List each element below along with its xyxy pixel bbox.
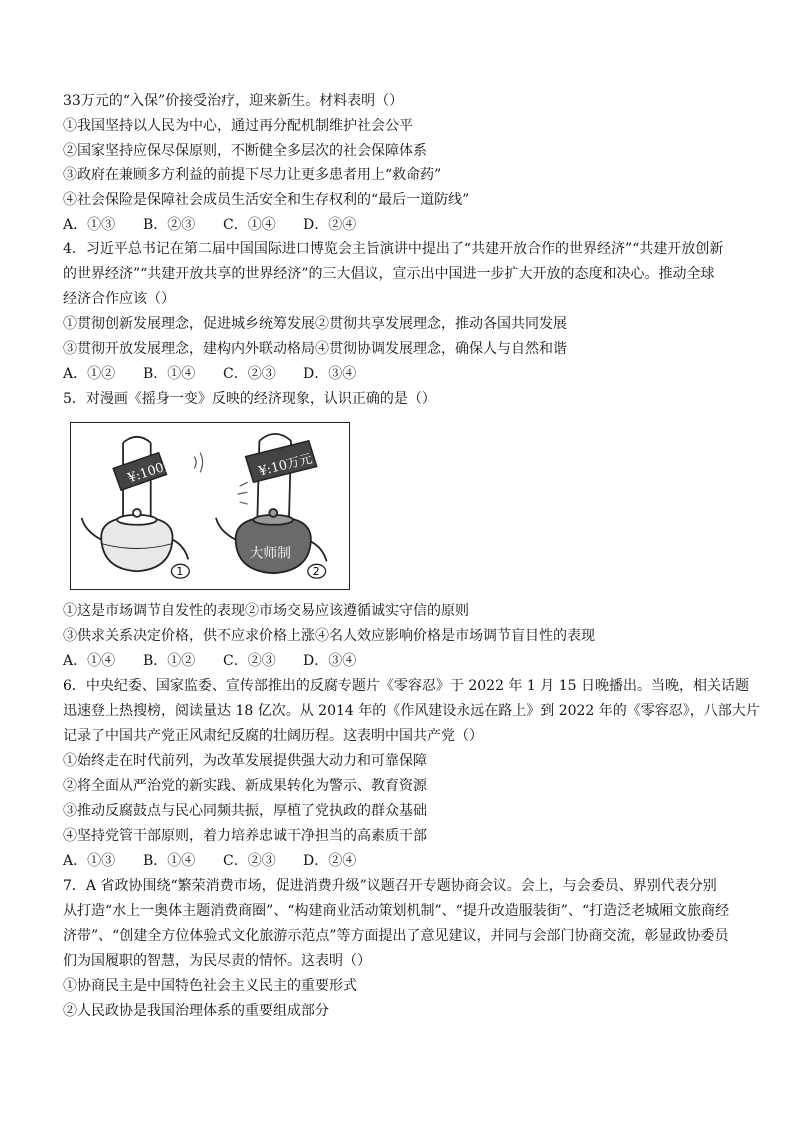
q5-option-d: D．③④: [303, 653, 357, 669]
q7-stem-line-1: 7．A 省政协围绕“繁荣消费市场，促进消费升级”议题召开专题协商会议。会上，与会委员、界别代表分别: [63, 878, 717, 894]
q3-options: [63, 216, 356, 234]
q4-option-c: C．②③: [223, 366, 276, 382]
q5-option-b: B．①②: [143, 653, 196, 669]
num-left-text: 1: [176, 565, 184, 579]
q3-item-1: ①我国坚持以人民为中心，通过再分配机制维护社会公平: [63, 118, 413, 134]
q4-item-2: ③贯彻开放发展理念，建构内外联动格局④贯彻协调发展理念，确保人与自然和谐: [63, 341, 567, 357]
q5-item-2: ③供求关系决定价格，供不应求价格上涨④名人效应影响价格是市场调节盲目性的表现: [63, 628, 595, 644]
q4-item-1: ①贯彻创新发展理念，促进城乡统筹发展②贯彻共享发展理念，推动各国共同发展: [63, 316, 567, 332]
q6-stem-line-1: 6．中央纪委、国家监委、宣传部推出的反腐专题片《零容忍》于 2022 年 1 月 15 日晚播出。当晚，相关话题: [63, 678, 749, 694]
q3-item-2: ②国家坚持应保尽保原则，不断健全多层次的社会保障体系: [63, 143, 427, 159]
q6-stem-line-2: 迅速登上热搜榜，阅读量达 18 亿次。从 2014 年的《作风建设永远在路上》到 2022 年的《零容忍》，八部大片: [63, 703, 760, 719]
q5-item-1: ①这是市场调节自发性的表现②市场交易应该遵循诚实守信的原则: [63, 603, 469, 619]
q4-stem-line-3: 经济合作应该（）: [63, 291, 175, 307]
q4-option-b: B．①④: [143, 366, 196, 382]
num-right-text: 2: [312, 565, 320, 579]
q5-stem: 5．对漫画《摇身一变》反映的经济现象，认识正确的是（）: [63, 391, 436, 407]
q4-stem-line-2: 的世界经济”“共建开放共享的世界经济”的三大倡议，宣示出中国进一步扩大开放的态度和决心。推动全球: [63, 266, 715, 282]
q6-item-1: ①始终走在时代前列，为改革发展提供强大动力和可靠保障: [63, 753, 427, 769]
q6-option-d: D．②④: [303, 853, 357, 869]
q7-item-2: ②人民政协是我国治理体系的重要组成部分: [63, 1003, 329, 1019]
q7-stem-line-3: 济带”、“创建全方位体验式文化旅游示范点”等方面提出了意见建议，并同与会部门协商交流，彰显政协委员: [63, 928, 729, 944]
q5-option-a: A．①④: [63, 653, 116, 669]
cartoon-image: [70, 422, 350, 590]
q7-stem-line-2: 从打造“水上一奥体主题消费商圈”、“构建商业活动策划机制”、“提升改造服装街”、“打造泛老城厢文旅商经: [63, 903, 730, 919]
q6-item-2: ②将全面从严治党的新实践、新成果转化为警示、教育资源: [63, 778, 427, 794]
q5-option-c: C．②③: [223, 653, 276, 669]
q3-item-4: ④社会保险是保障社会成员生活安全和生存权利的“最后一道防线”: [63, 192, 470, 208]
q6-option-b: B．①④: [143, 853, 196, 869]
cartoon-drawing: [71, 423, 349, 589]
q7-item-1: ①协商民主是中国特色社会主义民主的重要形式: [63, 978, 357, 994]
q7-stem-line-4: 们为国履职的智慧，为民尽责的情怀。这表明（）: [63, 953, 371, 969]
num-circle-right: [308, 564, 326, 578]
q5-options: [63, 652, 356, 670]
q6-option-c: C．②③: [223, 853, 276, 869]
q3-stem: 33万元的“入保”价接受治疗，迎来新生。材料表明（）: [63, 93, 404, 109]
q4-stem-line-1: 4．习近平总书记在第二届中国国际进口博览会主旨演讲中提出了“共建开放合作的世界经济”“共建开放创新: [63, 241, 724, 257]
num-circle-left: [171, 564, 189, 578]
q3-option-a: A．①③: [63, 217, 116, 233]
q3-item-3: ③政府在兼顾多方利益的前提下尽力让更多患者用上“救命药”: [63, 167, 442, 183]
tag-right-text: ¥:10万元: [257, 451, 314, 480]
price-tag-right: [246, 441, 317, 483]
q4-option-d: D．③④: [303, 366, 357, 382]
tag-left-text: ¥:100元: [126, 456, 179, 487]
q3-option-c: C．①④: [223, 217, 276, 233]
motion-lines: [194, 453, 247, 504]
q3-option-b: B．②③: [143, 217, 196, 233]
q3-option-d: D．②④: [303, 217, 357, 233]
pot-label: 大师制: [249, 545, 292, 562]
q6-stem-line-3: 记录了中国共产党正风肃纪反腐的壮阔历程。这表明中国共产党（）: [63, 728, 483, 744]
q6-item-4: ④坚持党管干部原则，着力培养忠诚干净担当的高素质干部: [63, 828, 427, 844]
q4-option-a: A．①②: [63, 366, 116, 382]
q6-item-3: ③推动反腐鼓点与民心同频共振，厚植了党执政的群众基础: [63, 803, 427, 819]
q6-options: [63, 852, 356, 870]
q4-options: [63, 365, 356, 383]
q6-option-a: A．①③: [63, 853, 116, 869]
